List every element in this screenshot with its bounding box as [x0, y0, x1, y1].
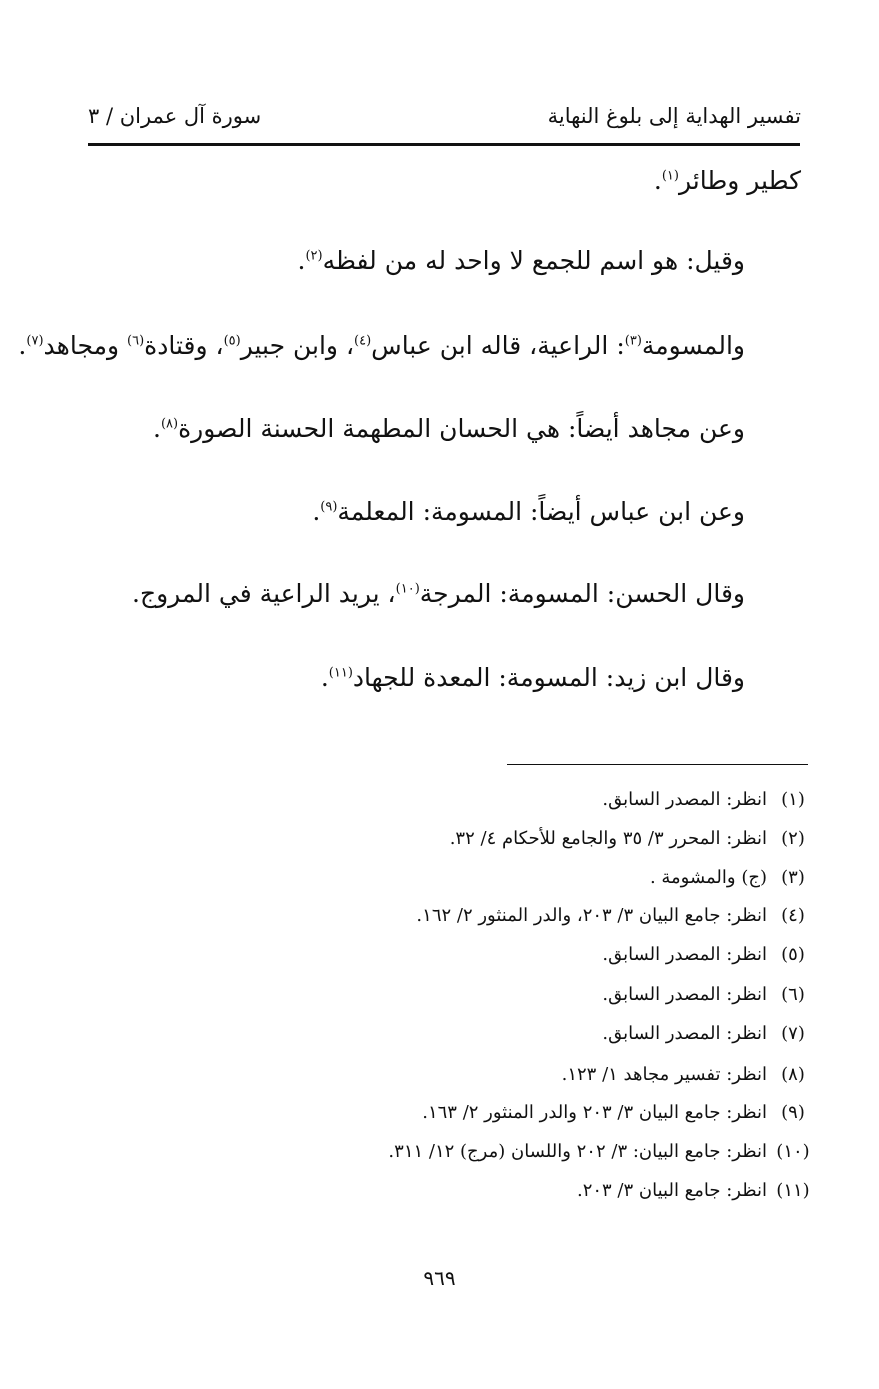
- body-text: .: [18, 331, 27, 360]
- footnote-3: [650, 867, 819, 889]
- body-text: .: [653, 166, 662, 195]
- body-text: .: [297, 246, 306, 275]
- running-head-surah: سورة آل عمران / ٣: [88, 104, 262, 128]
- body-text: وقيل: هو اسم للجمع لا واحد له من لفظه: [322, 246, 745, 275]
- body-text: ومجاهد: [43, 331, 127, 360]
- footnote-text: انظر: جامع البيان ٣/ ٢٠٣.: [576, 1180, 767, 1201]
- footnote-ref: (٢): [305, 248, 323, 264]
- footnote-ref: (١٠): [395, 581, 420, 597]
- footnote-11: [577, 1180, 819, 1202]
- footnote-number: (١): [781, 789, 805, 810]
- footnote-separator: [507, 764, 808, 765]
- body-text: ، وابن جبير: [240, 331, 355, 360]
- body-text: وقال ابن زيد: المسومة: المعدة للجهاد: [352, 663, 745, 692]
- footnote-ref: (٩): [320, 499, 338, 515]
- footnote-9: [422, 1102, 819, 1124]
- body-text: وقال الحسن: المسومة: المرجة: [419, 579, 745, 608]
- footnote-4: [416, 905, 819, 927]
- footnote-6: [602, 984, 819, 1006]
- footnote-text: انظر: جامع البيان: ٣/ ٢٠٢ واللسان (مرج) ١٢/ ٣١١.: [388, 1141, 767, 1162]
- body-text: والمسومة: [641, 331, 745, 360]
- header-rule: [88, 143, 800, 146]
- body-text: .: [152, 414, 161, 443]
- body-line-2: [298, 246, 745, 276]
- footnote-text: انظر: المصدر السابق.: [602, 984, 767, 1005]
- body-text: كطير وطائر: [678, 166, 801, 195]
- footnote-number: (٩): [781, 1102, 805, 1123]
- footnote-ref: (٤): [354, 333, 372, 349]
- body-text: ، يريد الراعية في المروج.: [132, 579, 396, 608]
- footnote-number: (٢): [781, 828, 805, 849]
- footnote-number: (٥): [781, 944, 805, 965]
- footnote-ref: (٨): [160, 416, 179, 432]
- body-text: وعن ابن عباس أيضاً: المسومة: المعلمة: [337, 497, 745, 526]
- footnote-number: (٣): [781, 867, 805, 888]
- footnote-number: (٤): [781, 905, 805, 926]
- page-number: ٩٦٩: [423, 1266, 456, 1290]
- footnote-ref: (١): [661, 168, 679, 184]
- footnote-number: (١١): [776, 1180, 810, 1201]
- footnote-text: (ج) والمشومة .: [649, 867, 767, 888]
- footnote-7: [602, 1023, 819, 1045]
- footnote-number: (٦): [781, 984, 805, 1005]
- footnote-ref: (١١): [328, 665, 353, 681]
- body-line-1: [654, 166, 801, 196]
- body-text: .: [312, 497, 321, 526]
- footnote-text: انظر: جامع البيان ٣/ ٢٠٣، والدر المنثور ٢/ ١٦٢.: [416, 905, 767, 926]
- footnote-text: انظر: المصدر السابق.: [602, 944, 767, 965]
- footnote-1: [602, 789, 819, 811]
- body-line-6: [132, 579, 745, 609]
- body-line-5: [312, 497, 745, 527]
- footnote-10: [388, 1141, 819, 1163]
- running-head-book-title: تفسير الهداية إلى بلوغ النهاية: [547, 104, 801, 128]
- footnote-2: [450, 828, 819, 850]
- footnote-text: انظر: المصدر السابق.: [602, 1023, 767, 1044]
- footnote-text: انظر: جامع البيان ٣/ ٢٠٣ والدر المنثور ٢/ ١٦٣.: [422, 1102, 767, 1123]
- footnote-number: (١٠): [776, 1141, 810, 1162]
- footnote-text: انظر: المحرر ٣/ ٣٥ والجامع للأحكام ٤/ ٣٢.: [449, 828, 767, 849]
- footnote-ref: (٧): [26, 333, 44, 349]
- footnote-number: (٧): [781, 1023, 805, 1044]
- footnote-text: انظر: تفسير مجاهد ١/ ١٢٣.: [561, 1064, 767, 1085]
- footnote-5: [602, 944, 819, 966]
- body-line-7: [321, 663, 745, 693]
- body-line-4: [153, 414, 745, 444]
- body-text: : الراعية، قاله ابن عباس: [371, 331, 625, 360]
- footnote-ref: (٥): [223, 333, 241, 349]
- footnote-ref: (٣): [624, 333, 642, 349]
- body-text: وعن مجاهد أيضاً: هي الحسان المطهمة الحسنة الصورة: [178, 414, 745, 443]
- footnote-8: [562, 1064, 819, 1086]
- body-text: ، وقتادة: [144, 331, 224, 360]
- body-line-3: [18, 331, 745, 361]
- footnote-ref: (٦): [127, 333, 145, 349]
- footnote-number: (٨): [781, 1064, 805, 1085]
- footnote-text: انظر: المصدر السابق.: [602, 789, 767, 810]
- body-text: .: [320, 663, 329, 692]
